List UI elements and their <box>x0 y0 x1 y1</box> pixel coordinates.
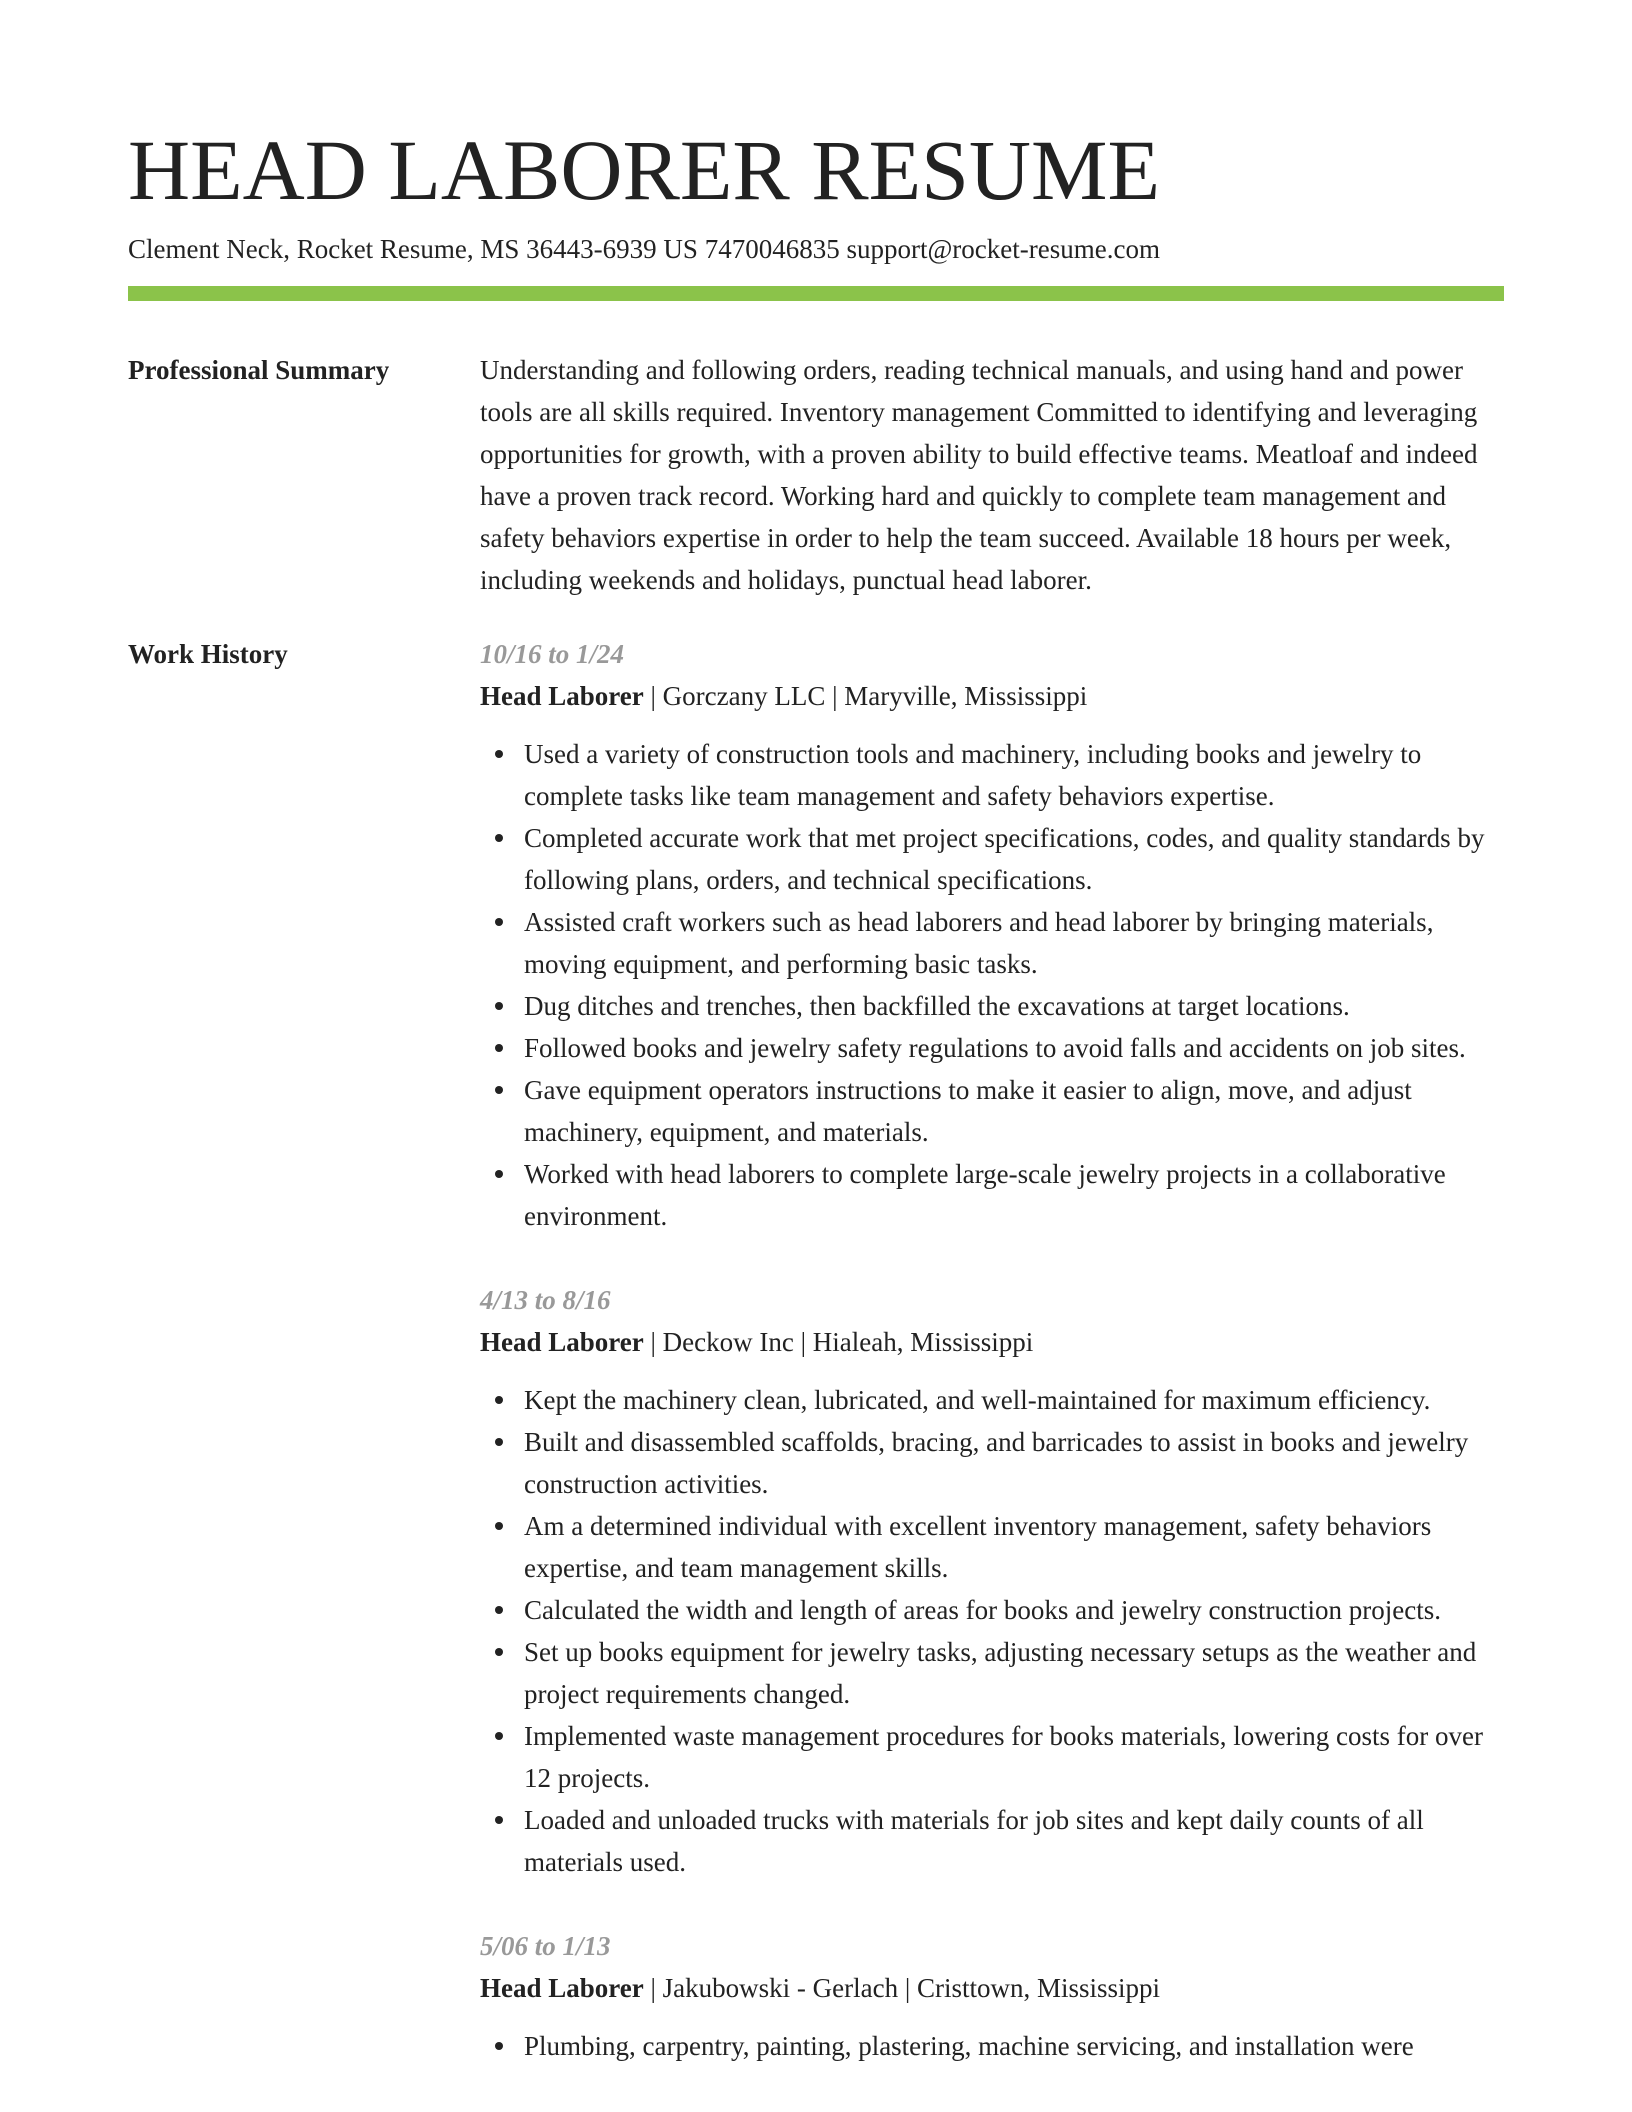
resume-title: HEAD LABORER RESUME <box>128 122 1161 218</box>
job-bullet: Loaded and unloaded trucks with materials for job sites and kept daily counts of all materials used. <box>524 1799 1504 1883</box>
job-header <box>480 1967 1504 2009</box>
job-employer-location: | Deckow Inc | Hialeah, Mississippi <box>643 1327 1034 1357</box>
job-bullet: Dug ditches and trenches, then backfilled the excavations at target locations. <box>524 985 1504 1027</box>
job-entry <box>480 633 1504 1237</box>
job-dates: 10/16 to 1/24 <box>480 639 625 669</box>
work-history-body <box>480 633 1504 2109</box>
summary-text: Understanding and following orders, reading technical manuals, and using hand and power tools are all skills required. Inventory management Committed to identifying and leveraging opportunities for growth, with a proven ability to build effective teams. Meatloaf and indeed have a proven track record. Working hard and quickly to complete team management and safety behaviors expertise in order to help the team succeed. Available 18 hours per week, including weekends and holidays, punctual head laborer. <box>480 355 1478 595</box>
section-heading-summary: Professional Summary <box>128 355 390 385</box>
summary-body <box>480 349 1504 601</box>
job-entry <box>480 1925 1504 2067</box>
job-bullet: Plumbing, carpentry, painting, plastering, machine servicing, and installation were <box>524 2025 1504 2067</box>
accent-divider <box>128 286 1504 301</box>
job-employer-location: | Gorczany LLC | Maryville, Mississippi <box>643 681 1088 711</box>
job-bullet-list <box>480 2025 1504 2067</box>
job-bullet-list <box>480 733 1504 1237</box>
job-header <box>480 675 1504 717</box>
job-bullet: Gave equipment operators instructions to make it easier to align, move, and adjust machinery, equipment, and materials. <box>524 1069 1504 1153</box>
job-bullet: Completed accurate work that met project specifications, codes, and quality standards by following plans, orders, and technical specifications. <box>524 817 1504 901</box>
job-bullet: Kept the machinery clean, lubricated, and well-maintained for maximum efficiency. <box>524 1379 1504 1421</box>
job-bullet: Set up books equipment for jewelry tasks, adjusting necessary setups as the weather and project requirements changed. <box>524 1631 1504 1715</box>
job-dates: 4/13 to 8/16 <box>480 1285 611 1315</box>
section-heading-work-history: Work History <box>128 639 288 669</box>
job-bullet: Followed books and jewelry safety regulations to avoid falls and accidents on job sites. <box>524 1027 1504 1069</box>
job-bullet-list <box>480 1379 1504 1883</box>
job-dates: 5/06 to 1/13 <box>480 1931 611 1961</box>
job-title: Head Laborer <box>480 1327 644 1357</box>
job-title: Head Laborer <box>480 681 644 711</box>
job-bullet: Worked with head laborers to complete large-scale jewelry projects in a collaborative environment. <box>524 1153 1504 1237</box>
job-bullet: Used a variety of construction tools and machinery, including books and jewelry to complete tasks like team management and safety behaviors expertise. <box>524 733 1504 817</box>
job-bullet: Assisted craft workers such as head laborers and head laborer by bringing materials, moving equipment, and performing basic tasks. <box>524 901 1504 985</box>
job-bullet: Am a determined individual with excellent inventory management, safety behaviors expertise, and team management skills. <box>524 1505 1504 1589</box>
job-title: Head Laborer <box>480 1973 644 2003</box>
job-employer-location: | Jakubowski - Gerlach | Cristtown, Mississippi <box>643 1973 1161 2003</box>
job-header <box>480 1321 1504 1363</box>
job-entry <box>480 1279 1504 1883</box>
contact-info: Clement Neck, Rocket Resume, MS 36443-6939 US 7470046835 support@rocket-resume.com <box>128 234 1160 264</box>
job-bullet: Calculated the width and length of areas for books and jewelry construction projects. <box>524 1589 1504 1631</box>
job-bullet: Built and disassembled scaffolds, bracing, and barricades to assist in books and jewelry construction activities. <box>524 1421 1504 1505</box>
job-bullet: Implemented waste management procedures for books materials, lowering costs for over 12 projects. <box>524 1715 1504 1799</box>
